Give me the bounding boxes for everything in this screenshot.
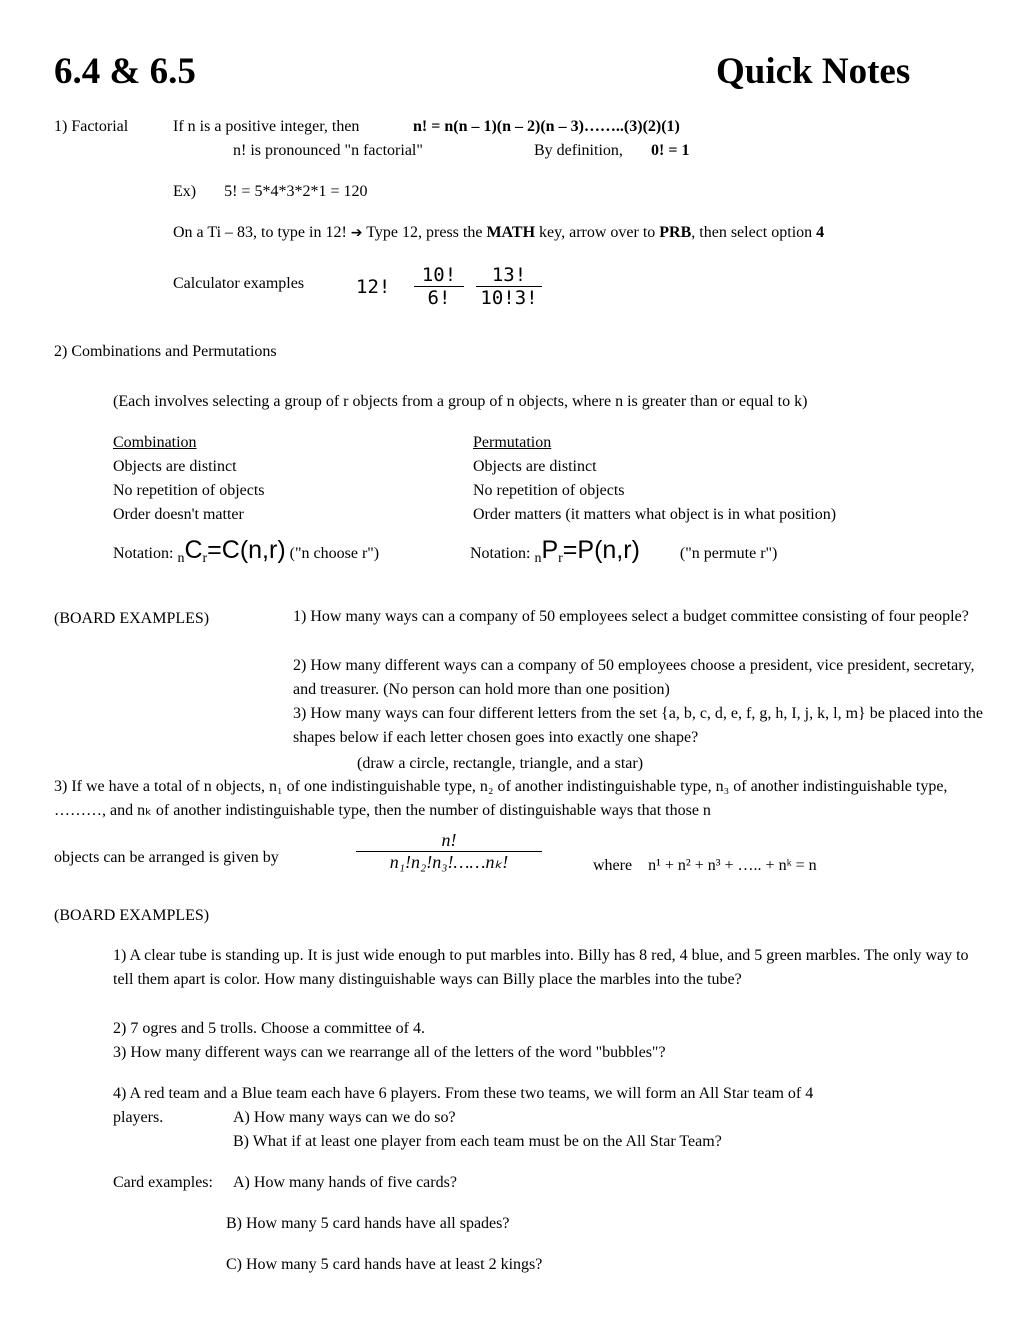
fraction-denominator: 10!3! — [476, 286, 542, 309]
permutation-prop: Objects are distinct — [473, 458, 597, 475]
board2-example-3: 3) How many different ways can we rearrange all of the letters of the word "bubbles"? — [113, 1044, 666, 1061]
notation-letter: P — [541, 536, 559, 564]
board-example-1: 1) How many ways can a company of 50 employees select a budget committee consisting of four people? — [293, 608, 969, 625]
arrow-right-icon: ➔ — [350, 225, 363, 241]
zero-factorial-definition: 0! = 1 — [651, 142, 690, 159]
calculator-examples-label: Calculator examples — [173, 275, 305, 292]
ti83-step3: , then select option — [691, 224, 813, 241]
comb-perm-note: (Each involves selecting a group of r objects from a group of n objects, where n is greater than or equal to k) — [113, 393, 808, 410]
ti83-step1: Type 12, press the — [366, 224, 483, 241]
notation-letter: C — [184, 536, 203, 564]
factorial-pronounced: n! is pronounced "n factorial" — [233, 142, 423, 159]
notation-r: r — [558, 551, 563, 567]
calc-example-fraction-1 — [414, 264, 464, 309]
notation-description: ("n permute r") — [679, 545, 778, 562]
multinomial-formula — [356, 830, 542, 873]
board2-example-4b: B) What if at least one player from each team must be on the All Star Team? — [233, 1133, 722, 1150]
card-example-b: B) How many 5 card hands have all spades? — [226, 1215, 510, 1232]
section-number: 6.4 & 6.5 — [54, 51, 196, 92]
calc-example-fraction-2 — [476, 264, 542, 309]
combination-prop: Objects are distinct — [113, 458, 237, 475]
notation-label: Notation: — [113, 545, 174, 562]
board2-example-4-cont: players. — [113, 1109, 164, 1126]
notation-label: Notation: — [470, 545, 531, 562]
board-examples-label: (BOARD EXAMPLES) — [54, 610, 210, 627]
combination-prop: No repetition of objects — [113, 482, 265, 499]
page-title: Quick Notes — [716, 51, 911, 92]
board2-example-4a: A) How many ways can we do so? — [233, 1109, 456, 1126]
arrangement-lead: objects can be arranged is given by — [54, 849, 279, 866]
factorial-label: 1) Factorial — [54, 118, 129, 135]
comb-perm-label: 2) Combinations and Permutations — [54, 343, 277, 360]
ti83-step2: key, arrow over to — [539, 224, 656, 241]
definition-prefix: By definition, — [534, 142, 623, 159]
ti83-prefix: On a Ti – 83, to type in 12! — [173, 224, 347, 241]
notation-description: ("n choose r") — [289, 545, 380, 562]
card-example-a: A) How many hands of five cards? — [233, 1174, 457, 1191]
board-examples-label-2: (BOARD EXAMPLES) — [54, 907, 210, 924]
notation-n: n — [534, 551, 542, 567]
permutation-heading: Permutation — [473, 434, 552, 451]
card-examples-label: Card examples: — [113, 1174, 213, 1191]
board2-example-1: 1) A clear tube is standing up. It is just wide enough to put marbles into. Billy has 8 red, 4 blue, and 5 green marbles. The only way to tell them apart is color. How many distinguishable ways can Billy place the marbles into the tube? — [113, 947, 969, 988]
board2-example-4: 4) A red team and a Blue team each have 6 players. From these two teams, we will form an All Star team of 4 — [113, 1085, 814, 1102]
permutation-prop: No repetition of objects — [473, 482, 625, 499]
notation-equation: =P(n,r) — [562, 536, 640, 564]
permutation-notation — [470, 535, 777, 568]
notation-equation: =C(n,r) — [207, 536, 286, 564]
math-key: MATH — [486, 224, 536, 241]
permutation-prop: Order matters (it matters what object is in what position) — [473, 506, 837, 523]
notation-n: n — [177, 551, 185, 567]
formula-numerator: n! — [441, 830, 457, 850]
combination-notation — [113, 535, 379, 568]
combination-prop: Order doesn't matter — [113, 506, 244, 523]
indistinguishable-statement: 3) If we have a total of n objects, n₁ of one indistinguishable type, n₂ of another indistinguishable type, n₃ of another indistinguishable type, ………, and nₖ of another indistinguishable type, then the number of distinguishable ways that those n — [54, 778, 948, 819]
factorial-formula: n! = n(n – 1)(n – 2)(n – 3)……..(3)(2)(1) — [413, 118, 680, 135]
factorial-intro: If n is a positive integer, then — [173, 118, 360, 135]
formula-denominator: n₁!n₂!n₃!……nₖ! — [356, 851, 542, 873]
board-example-3-note: (draw a circle, rectangle, triangle, and a star) — [357, 755, 644, 772]
card-example-c: C) How many 5 card hands have at least 2 kings? — [226, 1256, 543, 1273]
fraction-denominator: 6! — [414, 286, 464, 309]
board2-example-2: 2) 7 ogres and 5 trolls. Choose a committee of 4. — [113, 1020, 425, 1037]
fraction-numerator: 10! — [421, 264, 457, 286]
calc-example-12-factorial: 12! — [356, 276, 391, 298]
formula-condition: where n¹ + n² + n³ + ….. + nᵏ = n — [593, 857, 817, 874]
fraction-numerator: 13! — [491, 264, 527, 286]
board-example-2: 2) How many different ways can a company of 50 employees choose a president, vice president, secretary, and treasurer. (No person can hold more than one position) — [293, 657, 975, 698]
combination-heading: Combination — [113, 434, 197, 451]
factorial-example: Ex) 5! = 5*4*3*2*1 = 120 — [173, 183, 368, 200]
board-example-3: 3) How many ways can four different letters from the set {a, b, c, d, e, f, g, h, I, j, k, l, m} be placed into the shapes below if each letter chosen goes into exactly one shape? — [293, 705, 983, 746]
notation-r: r — [202, 551, 208, 567]
ti83-instructions — [173, 223, 824, 242]
prb-menu: PRB — [659, 224, 692, 241]
ti83-option: 4 — [816, 224, 825, 241]
